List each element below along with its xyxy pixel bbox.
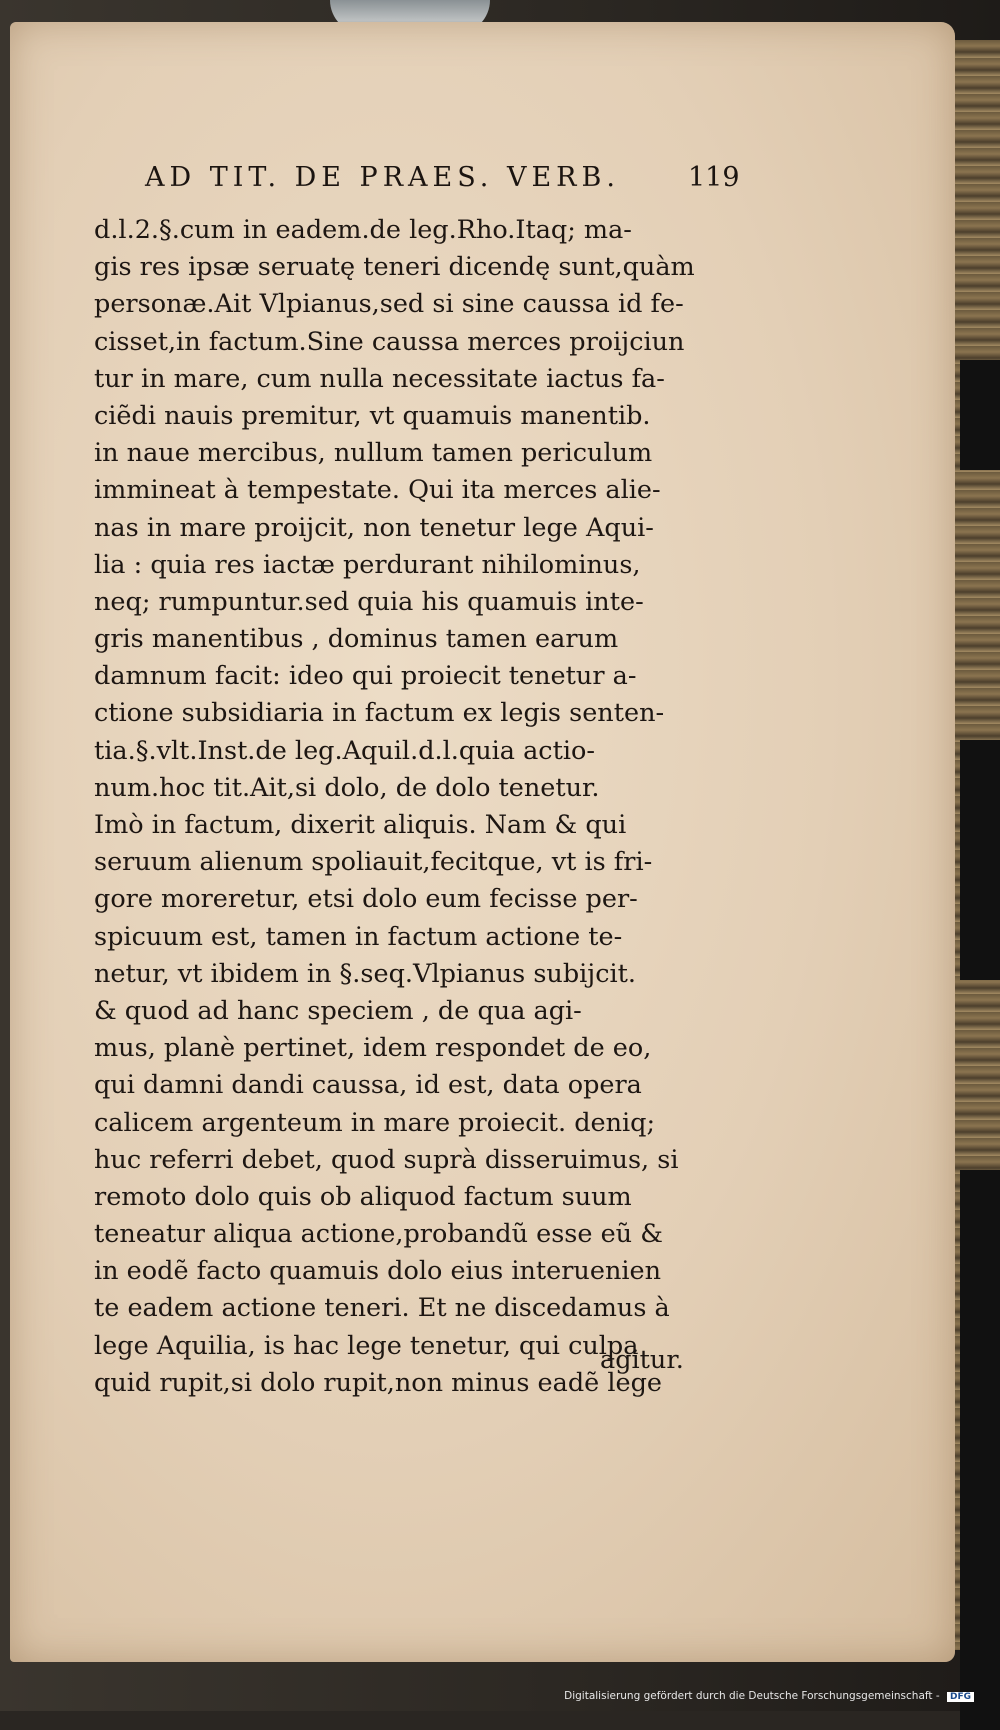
text-line: cisset,in factum.Sine caussa merces proijciun: [94, 326, 685, 357]
text-line: quid rupit,si dolo rupit,non minus eadẽ lege: [94, 1367, 663, 1398]
text-line: & quod ad hanc speciem , de qua agi-: [94, 995, 582, 1026]
text-line: damnum facit: ideo qui proiecit tenetur a-: [94, 661, 637, 692]
digitization-credit: [564, 1690, 974, 1702]
text-line: seruum alienum spoliauit,fecitque, vt is fri-: [94, 847, 653, 878]
text-line: remoto dolo quis ob aliquod factum suum: [94, 1181, 632, 1212]
text-line: tur in mare, cum nulla necessitate iactus fa-: [94, 363, 665, 394]
text-line: lia : quia res iactæ perdurant nihilominus,: [94, 549, 641, 580]
text-line: num.hoc tit.Ait,si dolo, de dolo tenetur.: [94, 772, 600, 803]
page-number: 119: [688, 162, 740, 193]
text-line: lege Aquilia, is hac lege tenetur, qui culpa: [94, 1330, 639, 1361]
text-line: in naue mercibus, nullum tamen periculum: [94, 438, 653, 469]
text-line: ciẽdi nauis premitur, vt quamuis manentib.: [94, 400, 651, 431]
text-line: spicuum est, tamen in factum actione te-: [94, 921, 623, 952]
text-line: neq; rumpuntur.sed quia his quamuis inte-: [94, 586, 644, 617]
text-line: d.l.2.§.cum in eadem.de leg.Rho.Itaq; ma-: [94, 215, 632, 245]
text-line: nas in mare proijcit, non tenetur lege Aqui-: [94, 512, 654, 543]
running-title: AD TIT. DE PRAES. VERB.: [145, 162, 620, 193]
text-line: mus, planè pertinet, idem respondet de eo,: [94, 1033, 652, 1064]
text-line: immineat à tempestate. Qui ita merces alie-: [94, 475, 661, 506]
text-line: ctione subsidiaria in factum ex legis senten-: [94, 698, 665, 729]
text-line: gis res ipsæ seruatę teneri dicendę sunt,quàm: [94, 252, 695, 283]
credit-text: Digitalisierung gefördert durch die Deutsche Forschungsgemeinschaft -: [564, 1690, 940, 1702]
body-text: [94, 212, 734, 1402]
text-line: personæ.Ait Vlpianus,sed si sine caussa id fe-: [94, 289, 684, 320]
text-line: netur, vt ibidem in §.seq.Vlpianus subijcit.: [94, 958, 636, 989]
dfg-logo: DFG: [947, 1692, 974, 1702]
text-line: tia.§.vlt.Inst.de leg.Aquil.d.l.quia actio-: [94, 735, 595, 766]
text-line: qui damni dandi caussa, id est, data opera: [94, 1070, 642, 1101]
text-line: Imò in factum, dixerit aliquis. Nam & qui: [94, 810, 627, 840]
text-line: calicem argenteum in mare proiecit. deniq;: [94, 1107, 656, 1138]
text-line: teneatur aliqua actione,probandũ esse eũ &: [94, 1219, 663, 1250]
book-page: [10, 22, 955, 1662]
text-line: te eadem actione teneri. Et ne discedamus à: [94, 1293, 670, 1324]
text-line: in eodẽ facto quamuis dolo eius interuenien: [94, 1256, 662, 1287]
catchword: agitur.: [600, 1345, 684, 1375]
text-line: gris manentibus , dominus tamen earum: [94, 624, 619, 655]
text-line: huc referri debet, quod suprà disseruimus, si: [94, 1144, 679, 1175]
text-line: gore moreretur, etsi dolo eum fecisse per-: [94, 884, 638, 915]
